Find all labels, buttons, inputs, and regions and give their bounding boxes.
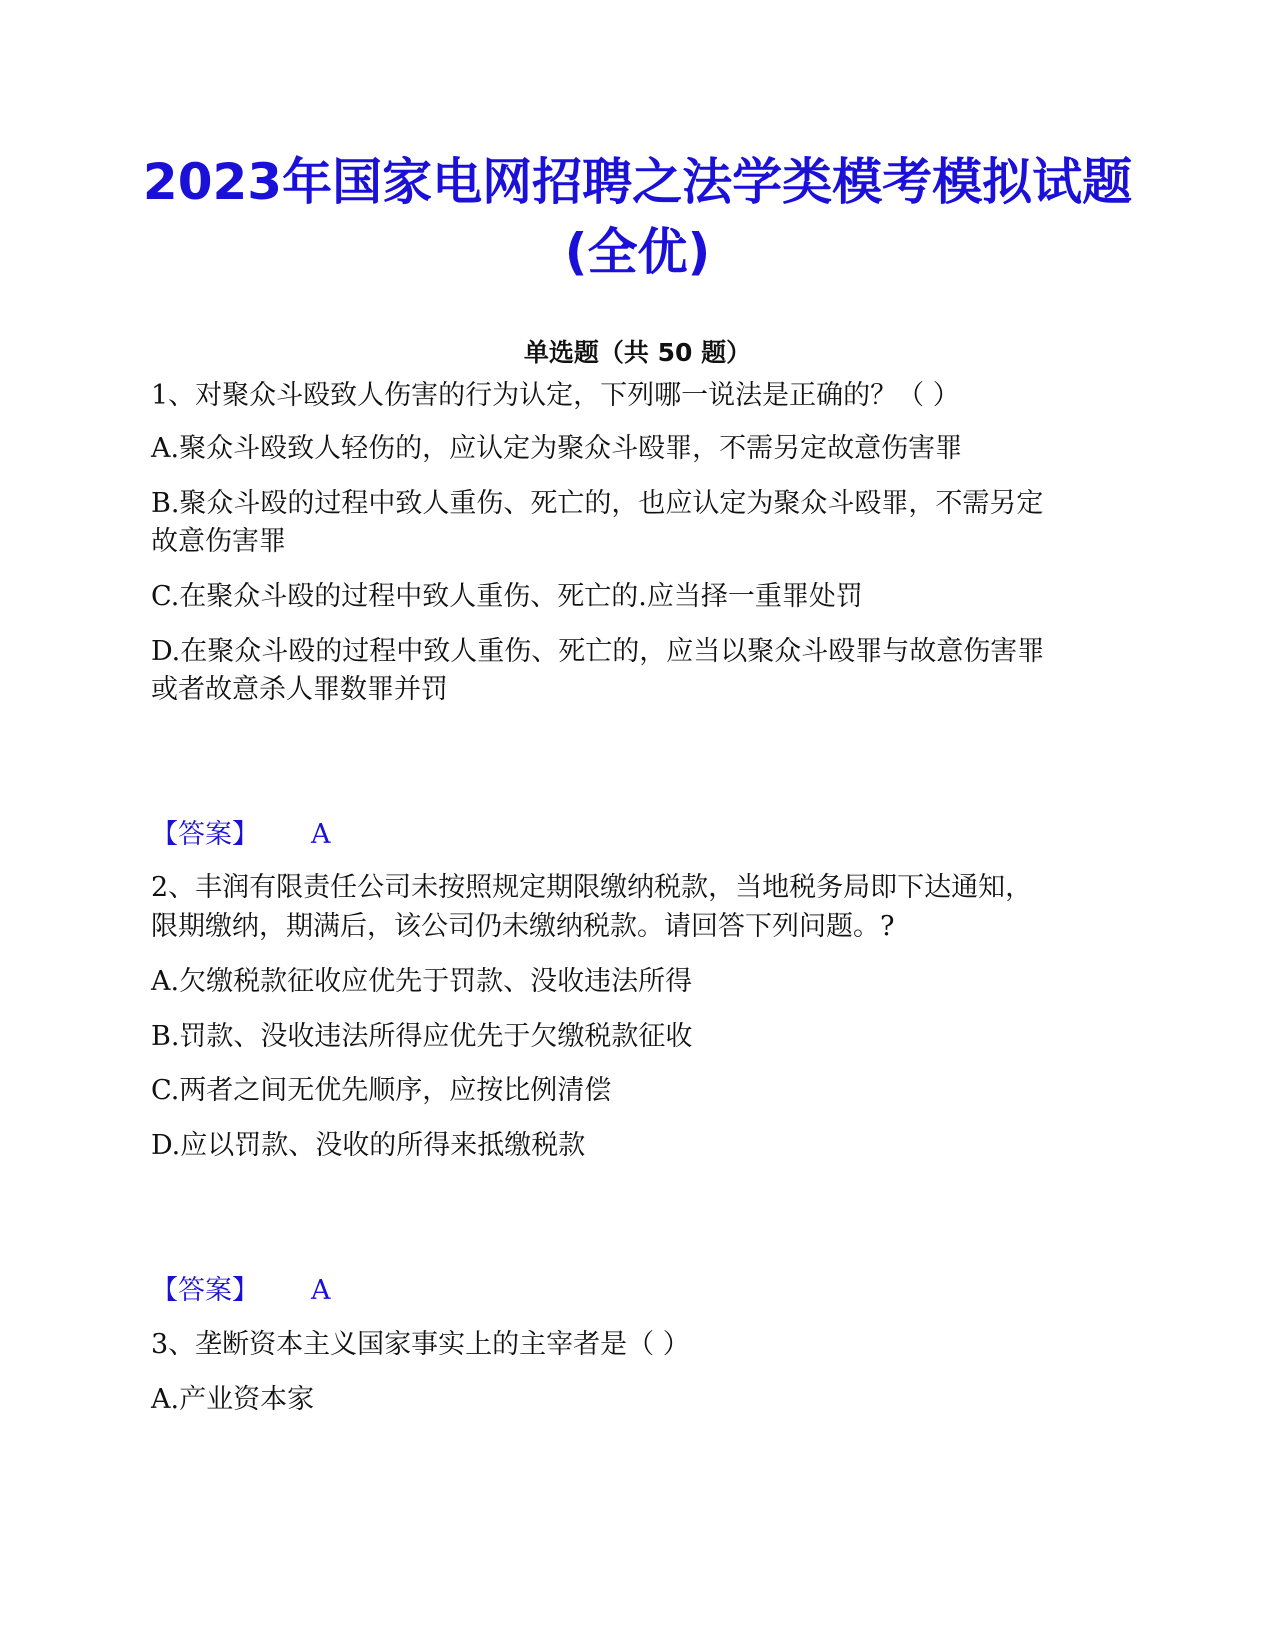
answer-value: A bbox=[311, 1275, 331, 1306]
question-3-option-a: A.产业资本家 bbox=[151, 1384, 315, 1415]
document-title: 2023年国家电网招聘之法学类模考模拟试题 bbox=[142, 153, 1133, 211]
question-2-option-a: A.欠缴税款征收应优先于罚款、没收违法所得 bbox=[151, 966, 693, 997]
question-2-answer bbox=[151, 1271, 331, 1311]
section-heading: 单选题（共 50 题） bbox=[523, 338, 752, 367]
answer-label: 【答案】 bbox=[151, 1275, 259, 1306]
question-1-option-d-continued: 或者故意杀人罪数罪并罚 bbox=[151, 674, 448, 705]
question-2-option-b: B.罚款、没收违法所得应优先于欠缴税款征收 bbox=[151, 1021, 693, 1052]
question-1-option-b-continued: 故意伤害罪 bbox=[151, 526, 286, 557]
question-1-option-d: D.在聚众斗殴的过程中致人重伤、死亡的，应当以聚众斗殴罪与故意伤害罪 bbox=[151, 636, 1045, 667]
question-2-option-d: D.应以罚款、没收的所得来抵缴税款 bbox=[151, 1130, 586, 1161]
answer-label: 【答案】 bbox=[151, 819, 259, 850]
answer-value: A bbox=[311, 819, 331, 850]
question-3-stem: 3、垄断资本主义国家事实上的主宰者是（ ） bbox=[151, 1329, 690, 1360]
question-2-stem: 2、丰润有限责任公司未按照规定期限缴纳税款，当地税务局即下达通知， bbox=[151, 872, 1033, 903]
document-title-suffix: (全优) bbox=[564, 223, 711, 281]
question-2-stem-continued: 限期缴纳，期满后，该公司仍未缴纳税款。请回答下列问题。? bbox=[151, 911, 895, 942]
question-2-option-c: C.两者之间无优先顺序，应按比例清偿 bbox=[151, 1075, 612, 1106]
question-1-stem: 1、对聚众斗殴致人伤害的行为认定，下列哪一说法是正确的？（ ） bbox=[151, 380, 960, 411]
question-1-answer bbox=[151, 815, 331, 855]
question-1-option-c: C.在聚众斗殴的过程中致人重伤、死亡的.应当择一重罪处罚 bbox=[151, 581, 863, 612]
question-1-option-a: A.聚众斗殴致人轻伤的，应认定为聚众斗殴罪，不需另定故意伤害罪 bbox=[151, 433, 963, 464]
question-1-option-b: B.聚众斗殴的过程中致人重伤、死亡的，也应认定为聚众斗殴罪，不需另定 bbox=[151, 488, 1044, 519]
